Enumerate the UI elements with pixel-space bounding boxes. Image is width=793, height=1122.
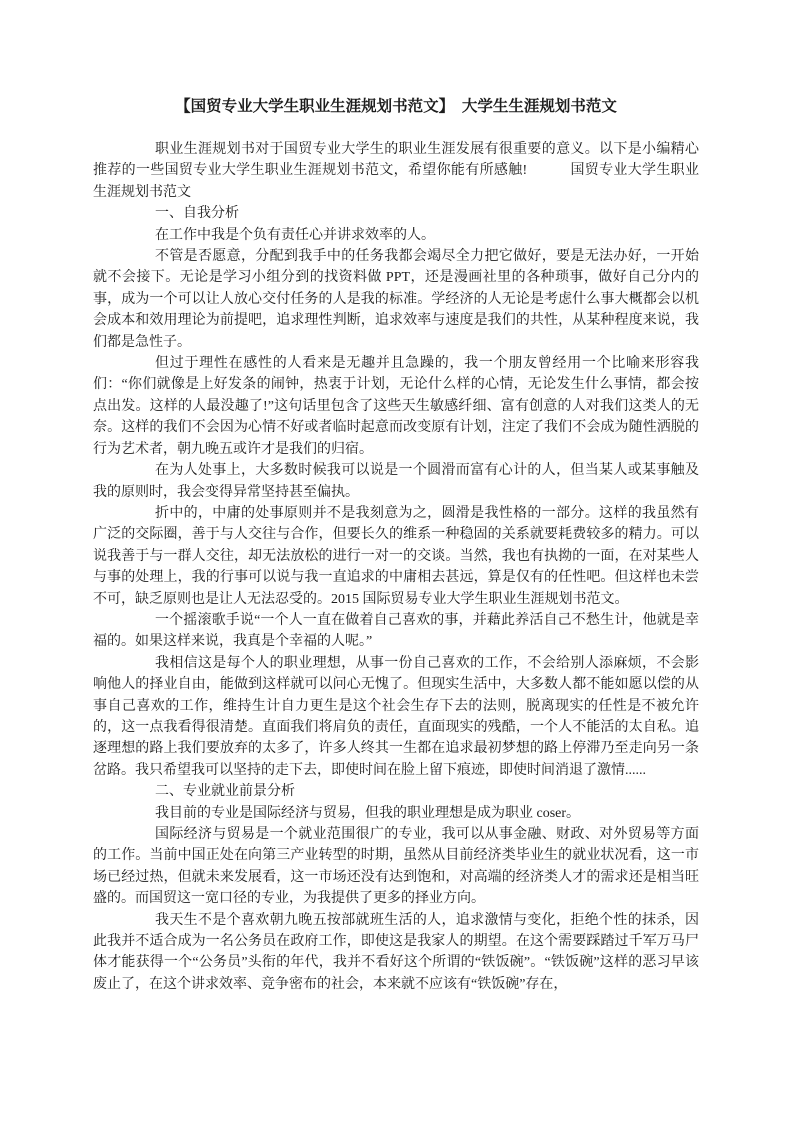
paragraph-intro: 职业生涯规划书对于国贸专业大学生的职业生涯发展有很重要的意义。以下是小编精心推荐的一些国贸专业大学生职业生涯规划书范文，希望你能有所感触! 国贸专业大学生职业生涯规划书范文 — [93, 142, 699, 200]
paragraph: 我天生不是个喜欢朝九晚五按部就班生活的人，追求激情与变化，拒绝个性的抹杀，因此我并不适合成为一名公务员在政府工作，即使这是我家人的期望。在这个需要踩踏过千军万马尸体才能获得一个“公务员”头衔的年代，我并不看好这个所谓的“铁饭碗”。“铁饭碗”这样的恶习早该废止了，在这个讲求效率、竞争密布的社会，本来就不应该有“铁饭碗”存在， — [93, 912, 699, 992]
paragraph: 国际经济与贸易是一个就业范围很广的专业，我可以从事金融、财政、对外贸易等方面的工作。当前中国正处在向第三产业转型的时期，虽然从目前经济类毕业生的就业状况看，这一市场已经过热，但就未来发展看，这一市场还没有达到饱和，对高端的经济类人才的需求还是相当旺盛的。而国贸这一宽口径的专业，为我提供了更多的择业方向。 — [93, 827, 699, 907]
paragraph: 在工作中我是个负有责任心并讲求效率的人。 — [155, 227, 435, 243]
section-heading-2: 二、专业就业前景分析 — [155, 784, 295, 800]
document-title: 【国贸专业大学生职业生涯规划书范文】 大学生生涯规划书范文 — [175, 98, 617, 115]
paragraph: 但过于理性在感性的人看来是无趣并且急躁的，我一个朋友曾经用一个比喻来形容我们：“你们就像是上好发条的闹钟，热衷于计划，无论什么样的心情，无论发生什么事情，都会按点出发。这样的人最没趣了!”这句话里包含了这些天生敏感纤细、富有创意的人对我们这类人的无奈。这样的我们不会因为心情不好或者临时起意而改变原有计划，注定了我们不会成为随性洒脱的行为艺术者，朝九晚五或许才是我们的归宿。 — [93, 356, 699, 457]
paragraph: 在为人处事上，大多数时候我可以说是一个圆滑而富有心计的人，但当某人或某事触及我的原则时，我会变得异常坚持甚至偏执。 — [93, 463, 699, 500]
paragraph: 我相信这是每个人的职业理想，从事一份自己喜欢的工作，不会给别人添麻烦，不会影响他人的择业自由，能做到这样就可以问心无愧了。但现实生活中，大多数人都不能如愿以偿的从事自己喜欢的工作，维持生计自力更生是这个社会生存下去的法则，脱离现实的任性是不被允许的，这一点我看得很清楚。直面我们将肩负的责任，直面现实的残酷，一个人不能活的太自私。追逐理想的路上我们要放弃的太多了，许多人终其一生都在追求最初梦想的路上停滞乃至走向另一条岔路。我只希望我可以坚持的走下去，即使时间在脸上留下痕迹，即使时间消退了激情...... — [93, 655, 699, 778]
paragraph: 折中的，中庸的处事原则并不是我刻意为之，圆滑是我性格的一部分。这样的我虽然有广泛的交际圈，善于与人交往与合作，但要长久的维系一种稳固的关系就要耗费较多的精力。可以说我善于与一群人交往，却无法放松的进行一对一的交谈。当然，我也有执拗的一面，在对某些人与事的处理上，我的行事可以说与我一直追求的中庸相去甚远，算是仅有的任性吧。但这样也未尝不可，缺乏原则也是让人无法忍受的。2015 国际贸易专业大学生职业生涯规划书范文。 — [93, 505, 699, 607]
paragraph: 我目前的专业是国际经济与贸易，但我的职业理想是成为职业 coser。 — [155, 805, 581, 821]
section-heading-1: 一、自我分析 — [155, 206, 239, 222]
paragraph: 不管是否愿意，分配到我手中的任务我都会竭尽全力把它做好，要是无法办好，一开始就不会接下。无论是学习小组分到的找资料做 PPT，还是漫画社里的各种琐事，做好自己分内的事，成为一个可以让人放心交付任务的人是我的标准。学经济的人无论是考虑什么事大概都会以机会成本和效用理论为前提吧，追求理性判断，追求效率与速度是我们的共性，从某种程度来说，我们都是急性子。 — [93, 249, 699, 350]
paragraph: 一个摇滚歌手说“一个人一直在做着自己喜欢的事，并藉此养活自己不愁生计，他就是幸福的。如果这样来说，我真是个幸福的人呢。” — [93, 612, 699, 650]
